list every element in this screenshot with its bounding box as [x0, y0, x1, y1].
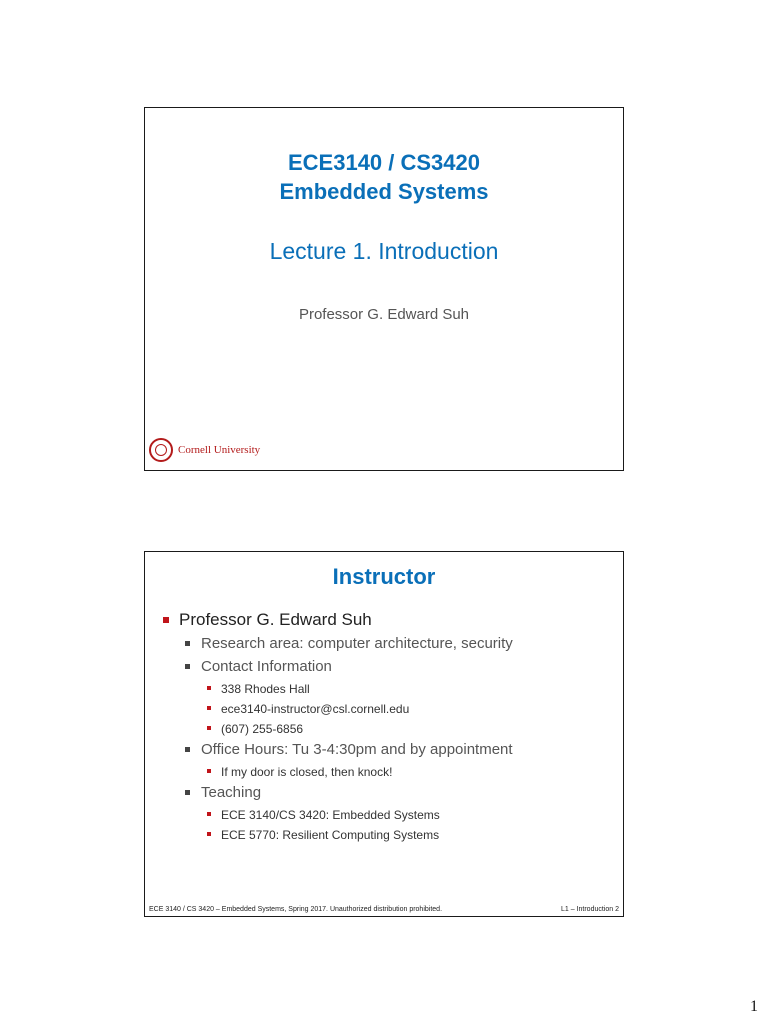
list-item: 338 Rhodes Hall	[163, 679, 613, 699]
bullet-square-icon	[185, 664, 190, 669]
bullet-square-icon	[207, 812, 211, 816]
bullet-square-icon	[207, 832, 211, 836]
list-item: ECE 5770: Resilient Computing Systems	[163, 825, 613, 845]
bullet-square-icon	[185, 747, 190, 752]
instructor-slide	[144, 551, 624, 917]
list-item: Professor G. Edward Suh	[163, 609, 613, 633]
title-slide	[144, 107, 624, 471]
bullet-square-icon	[207, 769, 211, 773]
page-number: 1	[750, 998, 758, 1015]
list-item: Teaching	[163, 782, 613, 805]
lecture-subtitle: Lecture 1. Introduction	[269, 238, 499, 264]
slide-title	[145, 148, 623, 206]
slide-title: Instructor	[332, 564, 436, 589]
slide-footer-number: L1 – Introduction 2	[561, 906, 619, 913]
bullet-list	[163, 609, 613, 845]
bullet-square-icon	[185, 790, 190, 795]
list-item: Research area: computer architecture, security	[163, 633, 613, 656]
course-code: ECE3140 / CS3420	[287, 150, 481, 175]
list-item: ECE 3140/CS 3420: Embedded Systems	[163, 805, 613, 825]
cornell-seal-icon	[149, 438, 173, 462]
list-item: If my door is closed, then knock!	[163, 762, 613, 782]
cornell-logo	[149, 438, 260, 462]
bullet-square-icon	[207, 686, 211, 690]
list-item: Contact Information	[163, 656, 613, 679]
list-item: (607) 255-6856	[163, 719, 613, 739]
bullet-square-icon	[185, 641, 190, 646]
slide-footer-course: ECE 3140 / CS 3420 – Embedded Systems, Spring 2017. Unauthorized distribution prohibited.	[149, 906, 443, 913]
presenter-name: Professor G. Edward Suh	[298, 306, 470, 323]
bullet-square-icon	[163, 617, 169, 623]
cornell-logo-text: Cornell University	[178, 444, 261, 456]
course-name: Embedded Systems	[279, 179, 489, 204]
list-item: Office Hours: Tu 3-4:30pm and by appointment	[163, 739, 613, 762]
bullet-square-icon	[207, 726, 211, 730]
list-item: ece3140-instructor@csl.cornell.edu	[163, 699, 613, 719]
bullet-square-icon	[207, 706, 211, 710]
